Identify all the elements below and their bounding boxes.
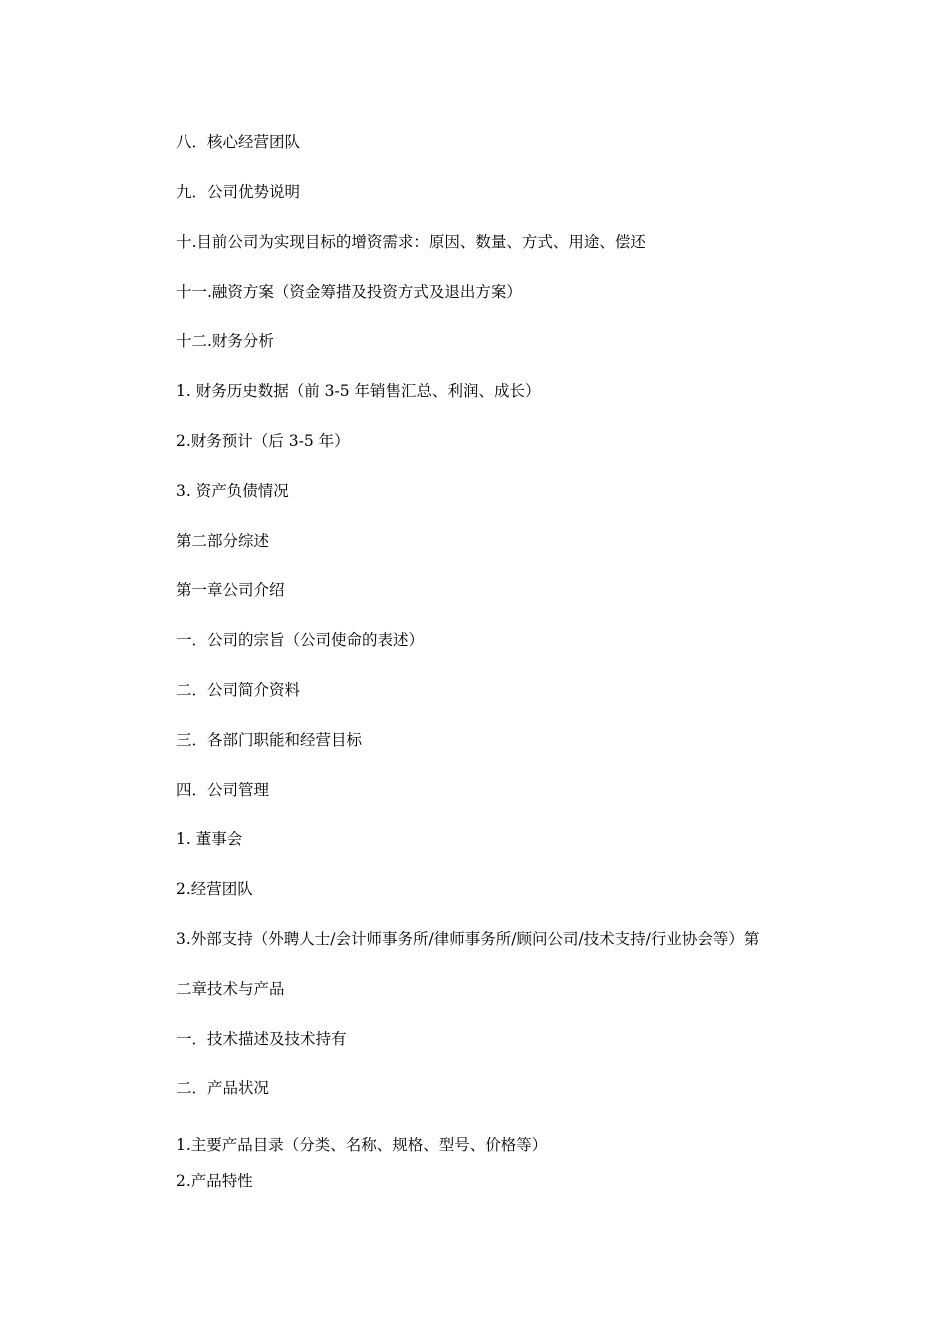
chapter-heading-company-intro: 第一章公司介绍	[176, 581, 285, 599]
outline-item-company-advantages: 九．公司优势说明	[176, 183, 301, 201]
outline-item-tech-description: 一．技术描述及技术持有	[176, 1030, 347, 1048]
outline-item-company-management: 四．公司管理	[176, 781, 270, 799]
section-heading-part-two: 第二部分综述	[176, 532, 270, 550]
outline-item-product-status: 二．产品状况	[176, 1079, 270, 1097]
outline-subitem-product-features: 2.产品特性	[176, 1172, 253, 1190]
outline-item-financing-plan: 十一.融资方案（资金筹措及投资方式及退出方案）	[176, 283, 522, 301]
outline-subitem-board: 1. 董事会	[176, 830, 243, 848]
chapter-heading-tech-products: 二章技术与产品	[176, 980, 285, 998]
outline-item-department-functions: 三．各部门职能和经营目标	[176, 731, 363, 749]
outline-item-financial-analysis: 十二.财务分析	[176, 332, 274, 350]
outline-item-core-team: 八．核心经营团队	[176, 133, 301, 151]
outline-subitem-external-support: 3.外部支持（外聘人士/会计师事务所/律师事务所/顾问公司/技术支持/行业协会等）第	[176, 930, 760, 948]
outline-subitem-management-team: 2.经营团队	[176, 880, 253, 898]
outline-subitem-financial-history: 1. 财务历史数据（前 3-5 年销售汇总、利润、成长）	[176, 382, 541, 400]
outline-item-company-profile: 二．公司简介资料	[176, 681, 301, 699]
outline-item-company-mission: 一．公司的宗旨（公司使命的表述）	[176, 631, 425, 649]
outline-subitem-product-catalog: 1.主要产品目录（分类、名称、规格、型号、价格等）	[176, 1136, 548, 1154]
outline-subitem-balance-sheet: 3. 资产负债情况	[176, 482, 289, 500]
outline-subitem-financial-forecast: 2.财务预计（后 3-5 年）	[176, 432, 350, 450]
outline-item-capital-needs: 十.目前公司为实现目标的增资需求：原因、数量、方式、用途、偿还	[176, 233, 646, 251]
